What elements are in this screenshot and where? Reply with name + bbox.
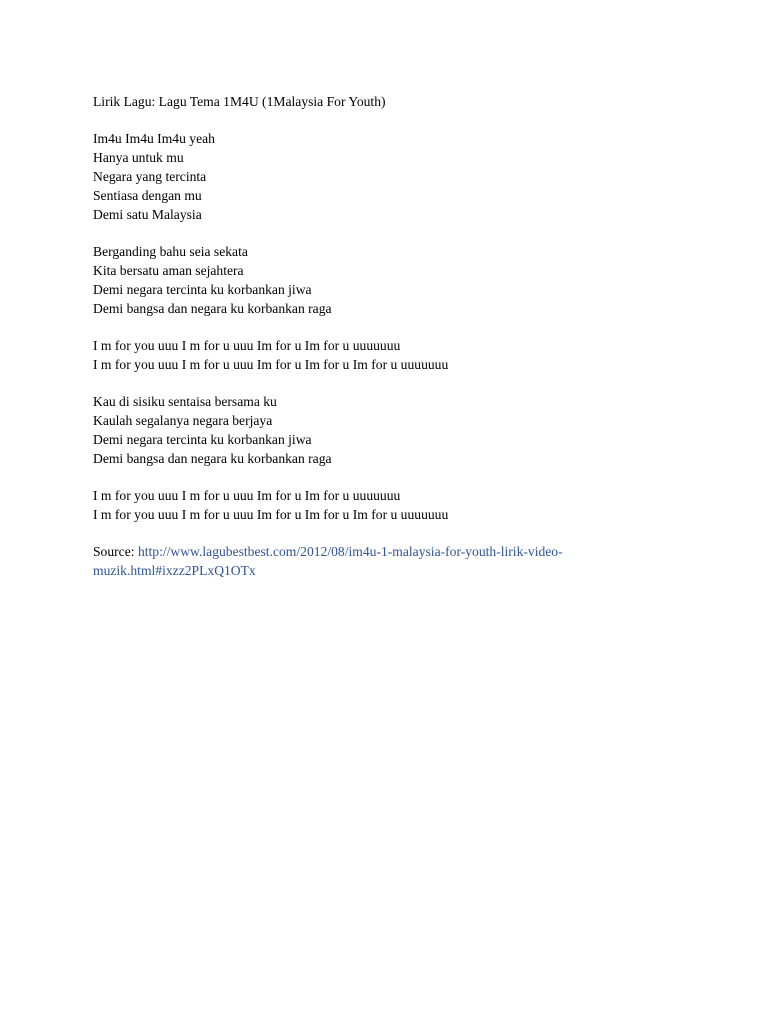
lyric-line: Demi bangsa dan negara ku korbankan raga <box>93 451 332 466</box>
lyric-line: Sentiasa dengan mu <box>93 188 202 203</box>
stanza-3 <box>93 336 693 374</box>
lyric-line: Demi satu Malaysia <box>93 207 202 222</box>
lyric-line: Demi negara tercinta ku korbankan jiwa <box>93 282 312 297</box>
lyric-line: Demi bangsa dan negara ku korbankan raga <box>93 301 332 316</box>
document-page <box>93 92 693 580</box>
lyric-line: I m for you uuu I m for u uuu Im for u Im for u uuuuuuu <box>93 488 401 503</box>
stanza-2 <box>93 242 693 318</box>
stanza-4 <box>93 392 693 468</box>
source-label: Source: <box>93 544 138 559</box>
lyric-line: Im4u Im4u Im4u yeah <box>93 131 215 146</box>
page-title: Lirik Lagu: Lagu Tema 1M4U (1Malaysia For Youth) <box>93 94 386 109</box>
lyric-line: I m for you uuu I m for u uuu Im for u Im for u uuuuuuu <box>93 338 401 353</box>
lyric-line: I m for you uuu I m for u uuu Im for u Im for u Im for u uuuuuuu <box>93 507 449 522</box>
lyric-line: Hanya untuk mu <box>93 150 184 165</box>
lyric-line: I m for you uuu I m for u uuu Im for u Im for u Im for u uuuuuuu <box>93 357 449 372</box>
lyric-line: Negara yang tercinta <box>93 169 207 184</box>
stanza-5 <box>93 486 693 524</box>
lyric-line: Demi negara tercinta ku korbankan jiwa <box>93 432 312 447</box>
lyric-line: Berganding bahu seia sekata <box>93 244 248 259</box>
source-link-text-1: http://www.lagubestbest.com/2012/08/im4u-1-malaysia-for-youth-lirik-video- <box>137 544 563 559</box>
source-citation <box>93 542 693 580</box>
lyric-line: Kita bersatu aman sejahtera <box>93 263 244 278</box>
source-link-text-2: muzik.html#ixzz2PLxQ1OTx <box>93 563 256 578</box>
lyric-line: Kau di sisiku sentaisa bersama ku <box>93 394 277 409</box>
lyric-line: Kaulah segalanya negara berjaya <box>93 413 273 428</box>
stanza-1 <box>93 129 693 224</box>
source-link[interactable] <box>93 544 563 578</box>
